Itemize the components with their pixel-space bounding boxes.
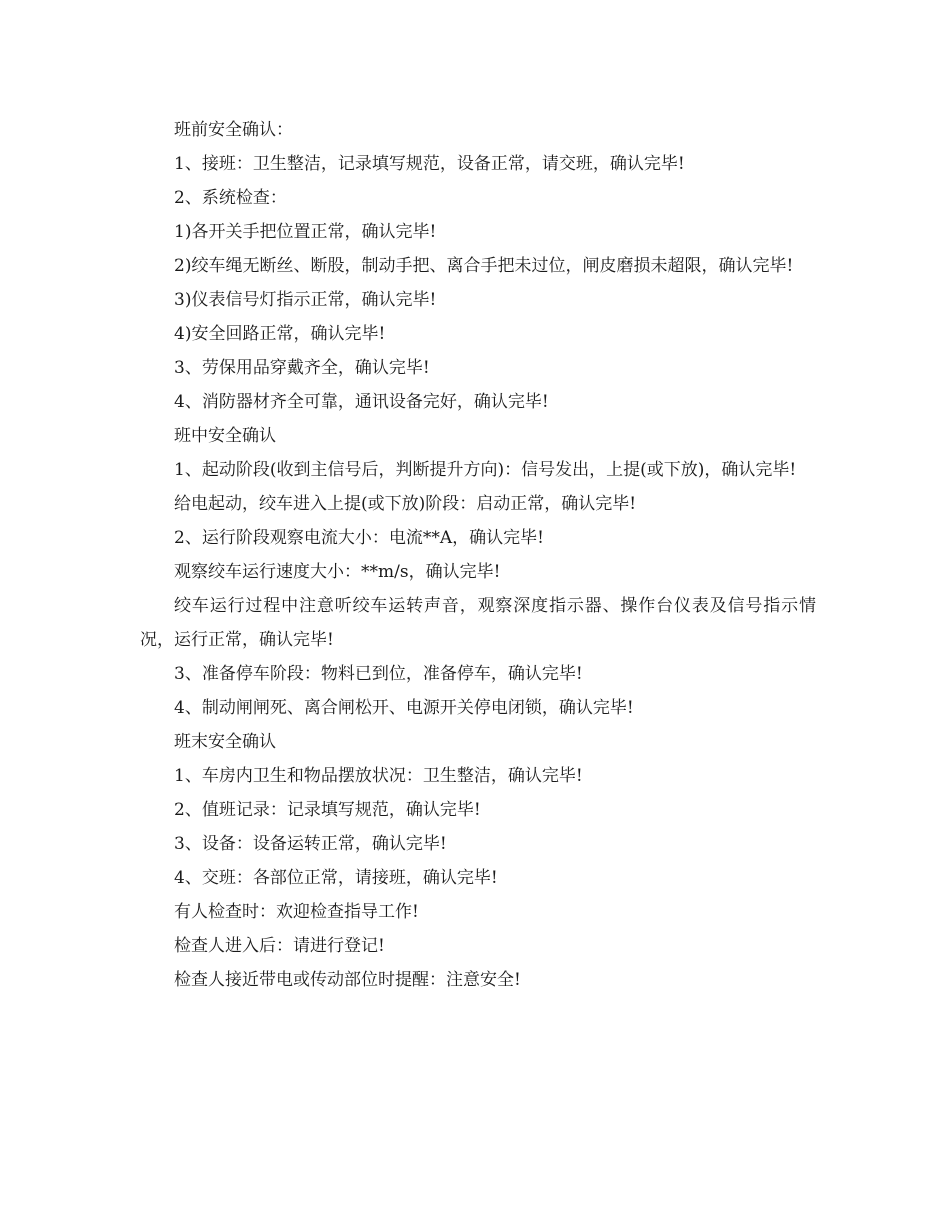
paragraph: 2、值班记录：记录填写规范，确认完毕!: [174, 800, 481, 820]
document-body: [140, 113, 816, 997]
paragraph: 3)仪表信号灯指示正常，确认完毕!: [174, 290, 437, 310]
paragraph: 1、车房内卫生和物品摆放状况：卫生整洁，确认完毕!: [174, 766, 583, 786]
paragraph: 1、起动阶段(收到主信号后，判断提升方向)：信号发出，上提(或下放)，确认完毕!: [174, 460, 797, 480]
paragraph: 检查人接近带电或传动部位时提醒：注意安全!: [174, 970, 521, 990]
paragraph: 4)安全回路正常，确认完毕!: [174, 324, 386, 344]
paragraph: 1)各开关手把位置正常，确认完毕!: [174, 222, 437, 242]
paragraph: 2、系统检查：: [174, 188, 287, 208]
section-heading-end-shift: 班末安全确认: [174, 732, 276, 752]
paragraph: 有人检查时：欢迎检查指导工作!: [174, 902, 419, 922]
paragraph: 4、交班：各部位正常，请接班，确认完毕!: [174, 868, 498, 888]
paragraph: 2、运行阶段观察电流大小：电流**A，确认完毕!: [174, 528, 544, 548]
paragraph: 给电起动，绞车进入上提(或下放)阶段：启动正常，确认完毕!: [174, 494, 637, 514]
section-heading-pre-shift: 班前安全确认：: [174, 120, 293, 140]
paragraph: 4、消防器材齐全可靠，通讯设备完好，确认完毕!: [174, 392, 549, 412]
paragraph: 1、接班：卫生整洁，记录填写规范，设备正常，请交班，确认完毕!: [174, 154, 685, 174]
paragraph: 3、准备停车阶段：物料已到位，准备停车，确认完毕!: [174, 664, 583, 684]
section-heading-mid-shift: 班中安全确认: [174, 426, 276, 446]
paragraph: 观察绞车运行速度大小：**m/s，确认完毕!: [174, 562, 501, 582]
paragraph: 3、设备：设备运转正常，确认完毕!: [174, 834, 447, 854]
paragraph: 绞车运行过程中注意听绞车运转声音，观察深度指示器、操作台仪表及信号指示情况，运行正常，确认完毕!: [140, 596, 816, 650]
paragraph: 2)绞车绳无断丝、断股，制动手把、离合手把未过位，闸皮磨损未超限，确认完毕!: [174, 256, 794, 276]
paragraph: 3、劳保用品穿戴齐全，确认完毕!: [174, 358, 430, 378]
paragraph: 检查人进入后：请进行登记!: [174, 936, 385, 956]
paragraph: 4、制动闸闸死、离合闸松开、电源开关停电闭锁，确认完毕!: [174, 698, 634, 718]
